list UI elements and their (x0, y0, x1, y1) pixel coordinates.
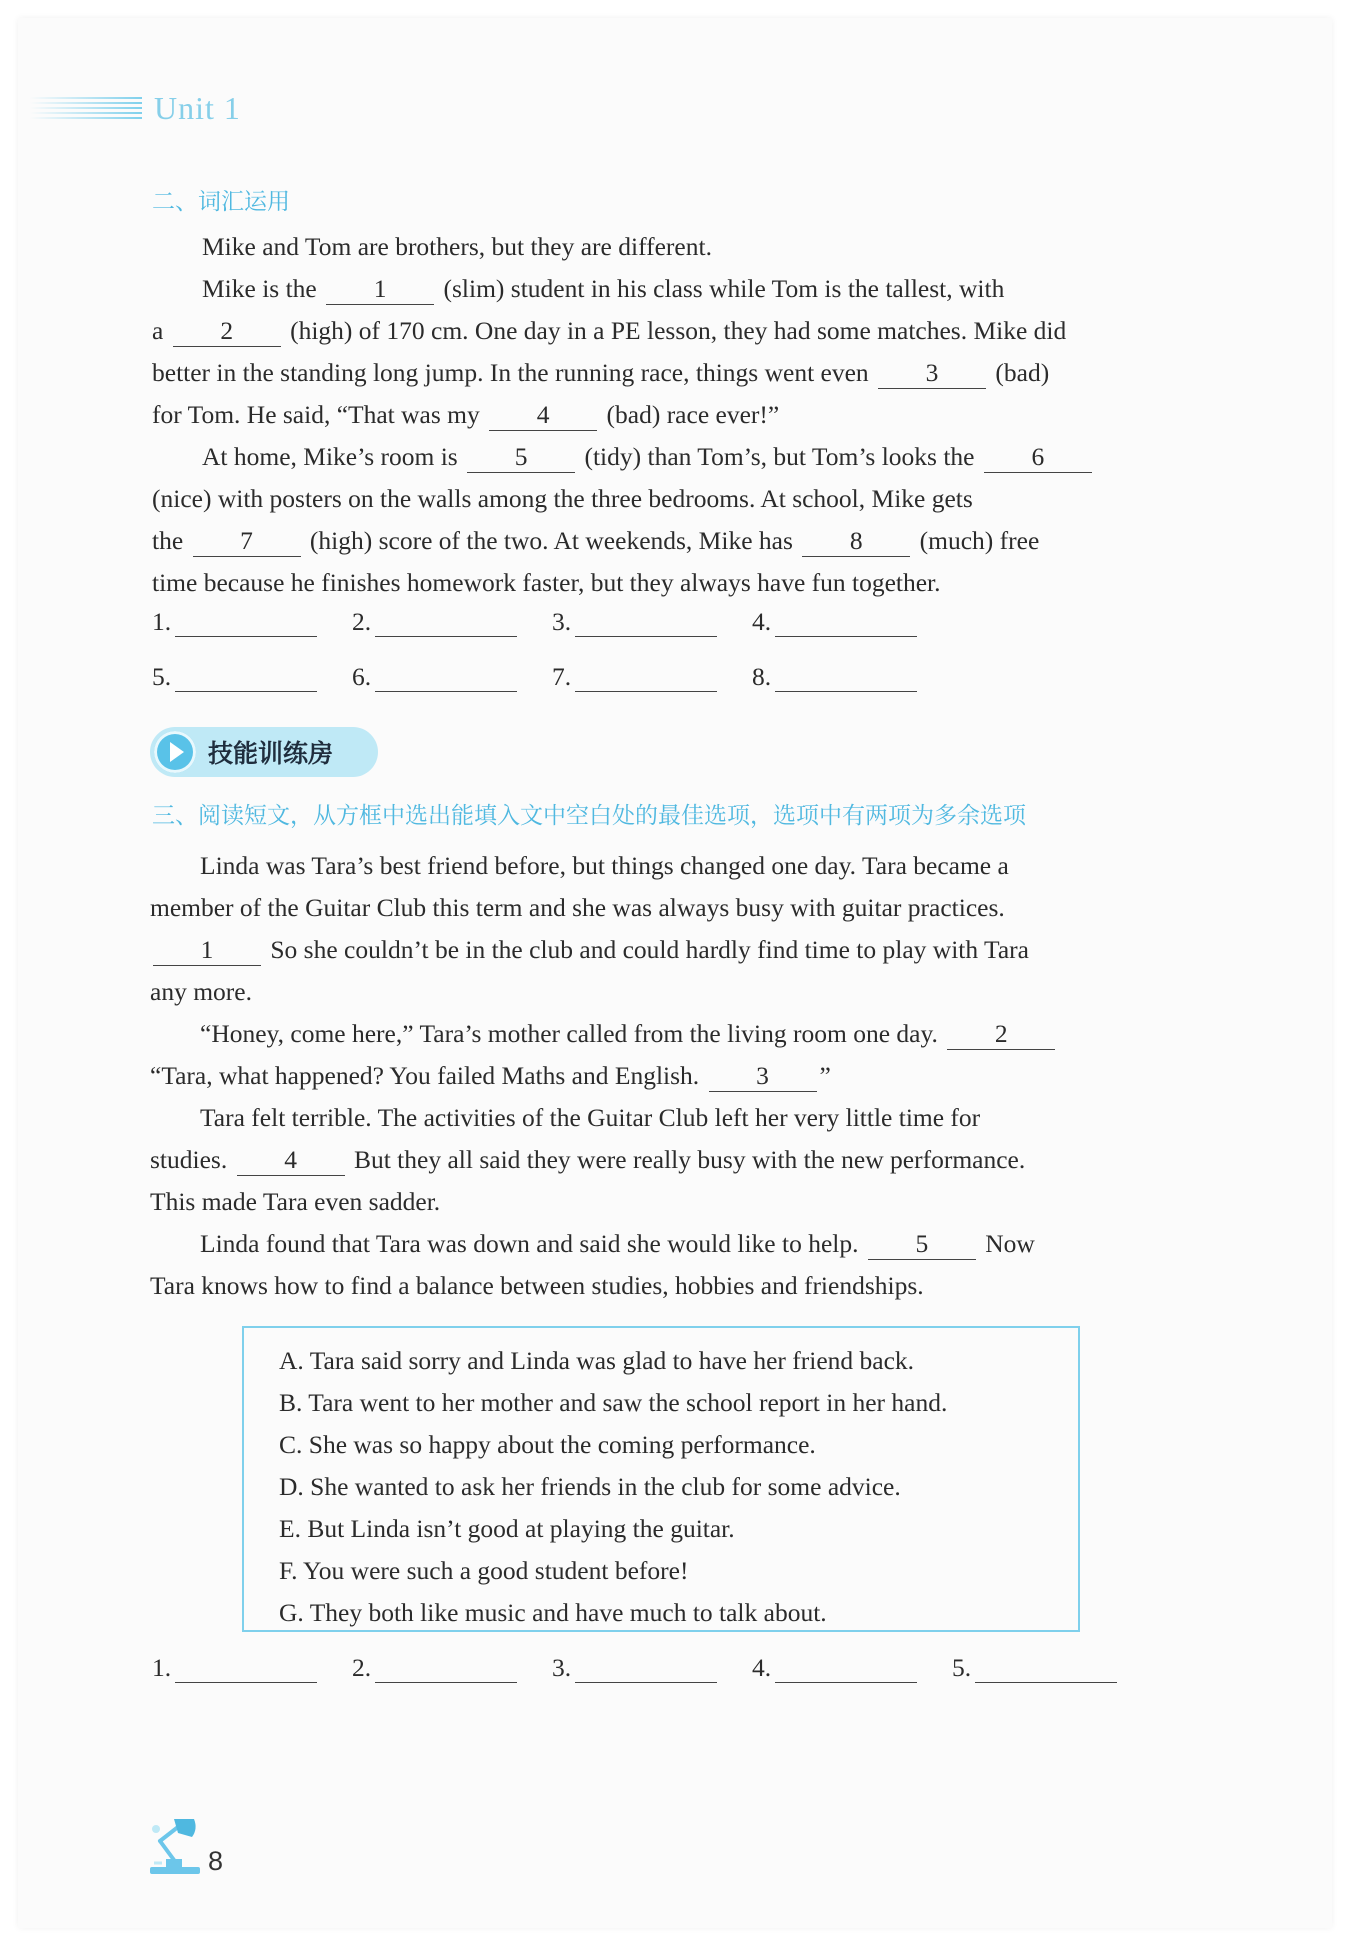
option-c: C. She was so happy about the coming performance. (279, 1430, 816, 1459)
skill-training-banner (150, 727, 378, 777)
reading-blank-2[interactable]: 2 (947, 1019, 1055, 1050)
s2-answer-row-1 (152, 607, 952, 637)
section-heading-vocabulary: 二、词汇运用 (152, 189, 290, 215)
answer-3[interactable]: 3. (552, 607, 752, 637)
options-box (242, 1326, 1080, 1632)
answer-5[interactable]: 5. (152, 662, 352, 692)
s3-line-5: “Honey, come here,” Tara’s mother called from the living room one day. 2 (200, 1013, 1058, 1055)
s3-line-6: “Tara, what happened? You failed Maths and English. 3 ” (150, 1061, 831, 1090)
reading-answer-2[interactable]: 2. (352, 1653, 552, 1683)
s3-line-7: Tara felt terrible. The activities of the Guitar Club left her very little time for (200, 1103, 981, 1132)
s2-line-2: Mike is the 1 (slim) student in his class while Tom is the tallest, with (202, 274, 1005, 303)
reading-answer-1[interactable]: 1. (152, 1653, 352, 1683)
s2-line-8: the 7 (high) score of the two. At weekends, Mike has 8 (much) free (152, 526, 1040, 555)
blank-5[interactable]: 5 (467, 442, 575, 473)
s3-line-11: Tara knows how to find a balance between studies, hobbies and friendships. (150, 1271, 924, 1300)
s2-line-7: (nice) with posters on the walls among the three bedrooms. At school, Mike gets (152, 484, 973, 513)
s3-line-8: studies. 4 But they all said they were really busy with the new performance. (150, 1145, 1026, 1174)
blank-1[interactable]: 1 (326, 274, 434, 305)
reading-blank-4[interactable]: 4 (237, 1145, 345, 1176)
s2-answer-row-2 (152, 662, 952, 692)
answer-2[interactable]: 2. (352, 607, 552, 637)
reading-blank-3[interactable]: 3 (709, 1061, 817, 1092)
option-e: E. But Linda isn’t good at playing the guitar. (279, 1514, 735, 1543)
s3-line-2: member of the Guitar Club this term and she was always busy with guitar practices. (150, 893, 1005, 922)
blank-6[interactable]: 6 (984, 442, 1092, 473)
blank-4[interactable]: 4 (489, 400, 597, 431)
s2-line-6: At home, Mike’s room is 5 (tidy) than Tom’s, but Tom’s looks the 6 (202, 436, 1095, 478)
reading-answer-4[interactable]: 4. (752, 1653, 952, 1683)
skill-training-label: 技能训练房 (208, 739, 334, 768)
answer-1[interactable]: 1. (152, 607, 352, 637)
option-d: D. She wanted to ask her friends in the club for some advice. (279, 1472, 901, 1501)
desk-lamp-icon (148, 1815, 204, 1877)
reading-blank-1[interactable]: 1 (153, 935, 261, 966)
reading-answer-3[interactable]: 3. (552, 1653, 752, 1683)
s3-line-9: This made Tara even sadder. (150, 1187, 441, 1216)
blank-8[interactable]: 8 (802, 526, 910, 557)
answer-7[interactable]: 7. (552, 662, 752, 692)
s2-line-9: time because he finishes homework faster, but they always have fun together. (152, 568, 941, 597)
s2-line-4: better in the standing long jump. In the running race, things went even 3 (bad) (152, 358, 1050, 387)
answer-8[interactable]: 8. (752, 662, 952, 692)
s3-answer-row (152, 1653, 1152, 1683)
s2-line-1: Mike and Tom are brothers, but they are different. (202, 232, 712, 261)
blank-7[interactable]: 7 (193, 526, 301, 557)
unit-header (30, 88, 241, 128)
s3-line-3: 1 So she couldn’t be in the club and could hardly find time to play with Tara (150, 929, 1029, 971)
option-g: G. They both like music and have much to talk about. (279, 1598, 827, 1627)
blank-3[interactable]: 3 (878, 358, 986, 389)
option-f: F. You were such a good student before! (279, 1556, 689, 1585)
s3-line-4: any more. (150, 977, 252, 1006)
reading-blank-5[interactable]: 5 (868, 1229, 976, 1260)
blank-2[interactable]: 2 (173, 316, 281, 347)
answer-6[interactable]: 6. (352, 662, 552, 692)
section-heading-reading: 三、阅读短文，从方框中选出能填入文中空白处的最佳选项，选项中有两项为多余选项 (152, 803, 1026, 829)
play-icon (154, 731, 196, 773)
s2-line-5: for Tom. He said, “That was my 4 (bad) race ever!” (152, 400, 780, 429)
answer-4[interactable]: 4. (752, 607, 952, 637)
s3-line-10: Linda found that Tara was down and said she would like to help. 5 Now (200, 1229, 1035, 1258)
option-b: B. Tara went to her mother and saw the school report in her hand. (279, 1388, 948, 1417)
unit-title: Unit 1 (154, 89, 241, 126)
s2-line-3: a 2 (high) of 170 cm. One day in a PE lesson, they had some matches. Mike did (152, 316, 1067, 345)
page-footer (148, 1815, 223, 1877)
reading-answer-5[interactable]: 5. (952, 1653, 1152, 1683)
page-number: 8 (208, 1846, 224, 1876)
option-a: A. Tara said sorry and Linda was glad to have her friend back. (279, 1346, 915, 1375)
header-stripes (30, 97, 142, 119)
s3-line-1: Linda was Tara’s best friend before, but things changed one day. Tara became a (200, 851, 1009, 880)
